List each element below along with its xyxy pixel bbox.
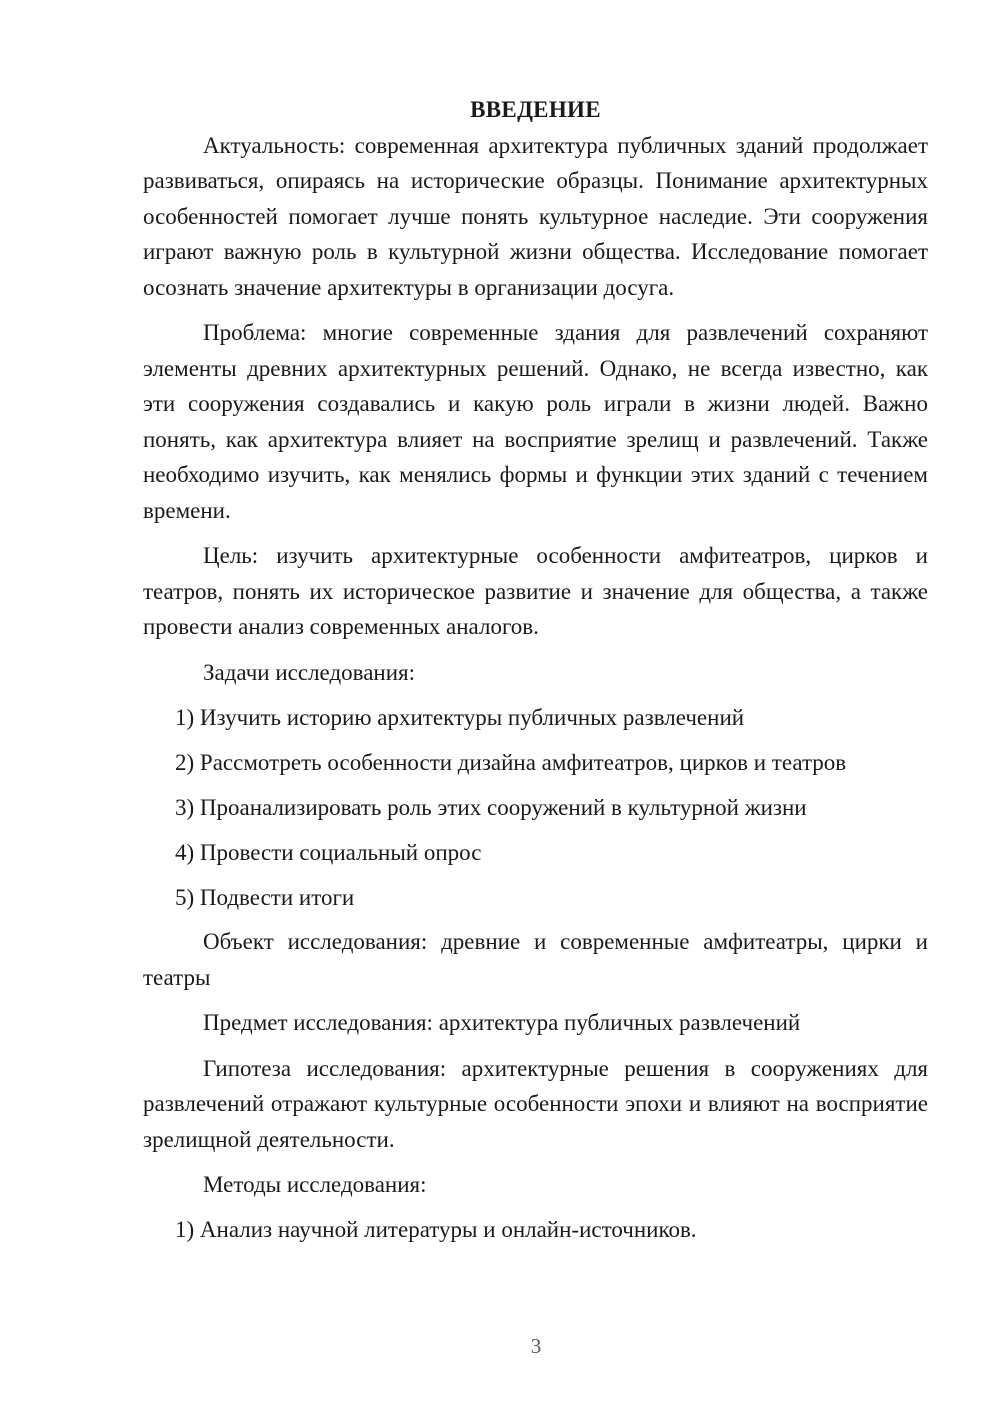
methods-heading: Методы исследования: (203, 1172, 427, 1197)
paragraph-subject: Предмет исследования: архитектура публичных развлечений (203, 1010, 801, 1035)
task-item: 5) Подвести итоги (175, 884, 355, 910)
task-item: 1) Изучить историю архитектуры публичных развлечений (175, 704, 745, 730)
paragraph-hypothesis: Гипотеза исследования: архитектурные решения в сооружениях для развлечений отражают культурные особенности эпохи и влияют на восприятие зрелищной деятельности. (143, 1055, 928, 1152)
task-item: 2) Рассмотреть особенности дизайна амфитеатров, цирков и театров (175, 749, 847, 775)
paragraph-relevance: Актуальность: современная архитектура публичных зданий продолжает развиваться, опираясь на исторические образцы. Понимание архитектурных особенностей помогает лучше понять культурное наследие. Эти сооружения играют важную роль в культурной жизни общества. Исследование помогает осознать значение архитектуры в организации досуга. (143, 132, 928, 300)
paragraph-goal: Цель: изучить архитектурные особенности амфитеатров, цирков и театров, понять их историческое развитие и значение для общества, а также провести анализ современных аналогов. (143, 543, 928, 639)
section-title: ВВЕДЕНИЕ (470, 97, 601, 122)
page-number: 3 (530, 1334, 542, 1358)
tasks-heading: Задачи исследования: (203, 659, 416, 685)
method-item: 1) Анализ научной литературы и онлайн-источников. (175, 1217, 697, 1242)
task-item: 3) Проанализировать роль этих сооружений в культурной жизни (175, 794, 807, 820)
paragraph-problem: Проблема: многие современные здания для развлечений сохраняют элементы древних архитектурных решений. Однако, не всегда известно, как эти сооружения создавались и какую роль играли в жизни людей. Важно понять, как архитектура влияет на восприятие зрелищ и развлечений. Также необходимо изучить, как менялись формы и функции этих зданий с течением времени. (143, 320, 928, 523)
paragraph-object: Объект исследования: древние и современные амфитеатры, цирки и театры (143, 929, 928, 990)
task-item: 4) Провести социальный опрос (175, 839, 482, 865)
page-content (143, 92, 928, 1248)
